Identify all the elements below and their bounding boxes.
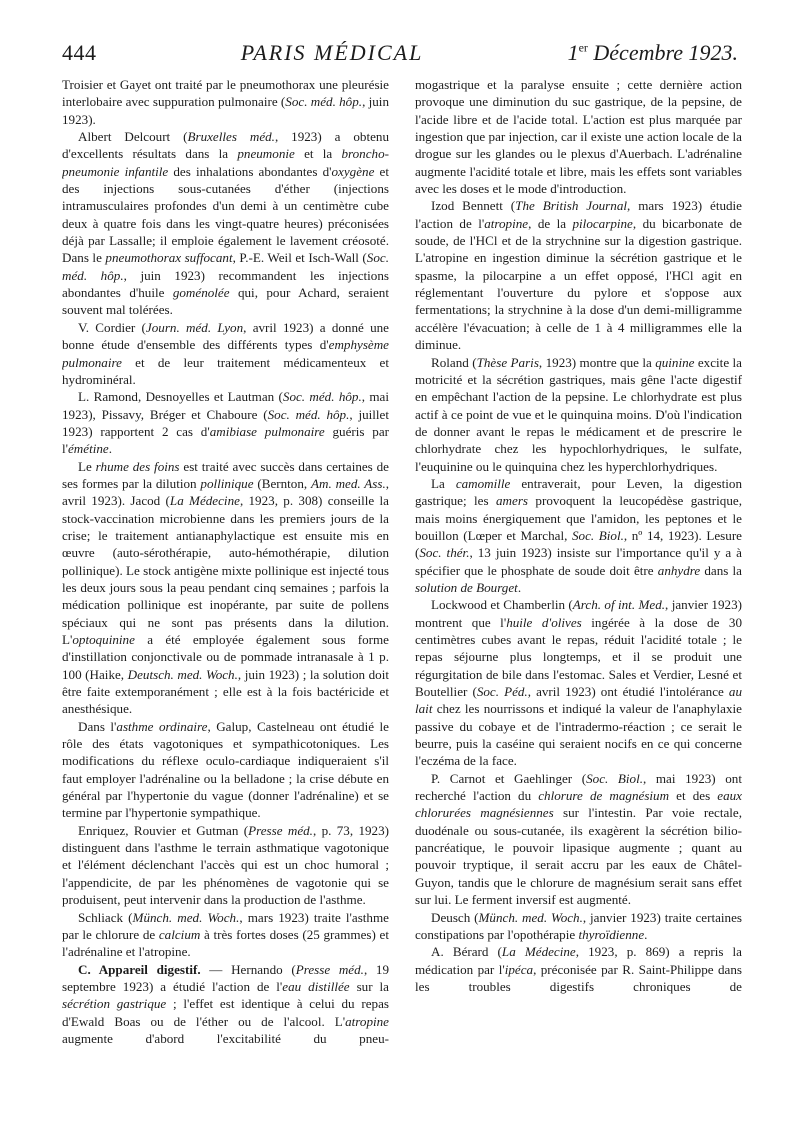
italic-text: pilocarpine [572, 215, 633, 231]
text-run: A. Bérard ( [431, 944, 502, 960]
text-run: Roland ( [431, 354, 477, 370]
text-run: , P.-E. Weil et Isch-Wall ( [232, 250, 367, 266]
italic-text: atropine [345, 1013, 389, 1029]
text-run: provoquent la leucopédèse gastrique, mais moins énergiquement que l'amidon, les peptones et le bouillon (Lœper et Marchal, [415, 493, 742, 543]
italic-text: Bruxelles méd. [187, 129, 275, 145]
text-run: excite la motricité et la sécrétion gastriques, mais gêne l'acte digestif en empêchant l'action de la pepsine. Le chlorhydrate est plus actif à ce point de vue et le quinquina moins. D'où l'indication de donner avant le repas le médicament et de prescrire le chlorhydrate chez les hypochlorhydriques, le sulfate, l'euquinine ou le quinquina chez les hyperchlorhydriques. [415, 354, 742, 474]
text-run: , avril 1923) ont étudié l'intolérance [527, 684, 729, 700]
italic-text: Soc. méd. hôp. [285, 94, 363, 110]
paragraph [62, 388, 389, 457]
italic-text: Soc. méd. hôp. [62, 250, 389, 283]
text-run: et des injections sous-cutanées d'éther (injections intramusculaires profondes d'un demi à un centimètre cube deux à quatre fois dans les vingt-quatre heures) préconisées déjà par Lassalle; il emploie également le lavement créosoté. Dans le [62, 163, 389, 266]
italic-text: oxygène [331, 163, 375, 179]
italic-text: au lait [415, 684, 742, 717]
italic-text: goménolée [172, 285, 230, 301]
italic-text: Münch. med. Woch. [132, 909, 240, 925]
text-run: et des [669, 788, 718, 804]
text-run: Troisier et Gayet ont traité par le pneumothorax une pleurésie interlobaire avec suppuration pulmonaire ( [62, 77, 389, 110]
section-heading: C. Appareil digestif. [78, 961, 201, 977]
italic-text: atropine [484, 215, 529, 231]
text-run: mogastrique et la paralyse ensuite ; cette dernière action provoque une diminution du suc gastrique, de la pepsine, de l'acide libre et de l'acide total. L'action est plus marquée par ingestion que par injection, car il existe une action locale de la drogue sur les glandes ou le plexus d'Auerbach. L'adrénaline augmente l'acidité totale et libre, mais les effets sont variables avec les doses et le mode d'introduction. [415, 77, 742, 197]
issue-date-day: 1 [567, 40, 579, 65]
italic-text: Journ. méd. Lyon [145, 319, 244, 335]
italic-text: anhydre [657, 562, 701, 578]
text-run: , du bicarbonate de soude, de l'HCl et de la strychnine sur la digestion gastrique. L'atropine en ingestion diminue la sécrétion gastrique et le spasme, la pilocarpine a un effet opposé, l'HCl agit en réglementant l'ouverture du pylore et s'oppose aux fermentations; la strychnine à la dose d'un demi-milligramme accélère l'évacuation; à celle de 1 à 4 milligrammes elle la diminue. [415, 215, 742, 353]
text-run: . [108, 441, 112, 457]
italic-text: La Médecine [501, 944, 576, 960]
text-run: a été employée également sous forme d'instillation conjonctivale ou de pommade intranasale à 1 p. 100 (Haike, [62, 632, 389, 682]
text-run: , janvier 1923) traite certaines constipations par l'opothérapie [415, 909, 742, 942]
text-run: , janvier 1923) montrent que l' [415, 597, 742, 630]
italic-text: amibiase pulmonaire [209, 423, 325, 439]
italic-text: Münch. med. Woch. [478, 909, 583, 925]
text-run: ; l'effet est identique à celui du repas d'Ewald Boas ou de l'éther ou de l'alcool. L' [62, 996, 389, 1029]
text-run: Schliack ( [78, 909, 133, 925]
text-run: et de leur traitement médicamenteux et hydrominéral. [62, 354, 389, 387]
paragraph [415, 76, 742, 197]
text-run: des inhalations abondantes d' [168, 163, 332, 179]
left-column [62, 76, 389, 1136]
italic-text: broncho-pneumonie infantile [62, 146, 389, 179]
paragraph [62, 822, 389, 909]
text-run: est traité avec succès dans certaines de ses formes par la dilution [62, 458, 389, 491]
paragraph [62, 718, 389, 822]
text-run: qui, pour Achard, seraient souvent mal tolérées. [62, 285, 389, 318]
italic-text: Am. med. Ass. [311, 475, 386, 491]
italic-text: amers [496, 493, 529, 509]
paragraph [415, 770, 742, 909]
text-run: Izod Bennett ( [431, 198, 516, 214]
italic-text: Soc. thér. [419, 545, 470, 561]
text-run: P. Carnot et Gaehlinger ( [431, 770, 587, 786]
issue-date-ordinal-suffix: er [578, 40, 588, 55]
issue-date [568, 40, 738, 66]
italic-text: thyroïdienne [578, 926, 645, 942]
text-run: entraverait, pour Leven, la digestion gastrique; les [415, 475, 742, 509]
text-run: L. Ramond, Desnoyelles et Lautman ( [78, 389, 283, 405]
italic-text: camomille [455, 475, 511, 491]
italic-text: huile d'olives [506, 614, 582, 630]
italic-text: eaux chlorurées magnésiennes [415, 788, 742, 821]
text-run: . [644, 926, 648, 942]
italic-text: pneumothorax suffocant [105, 250, 233, 266]
italic-text: Soc. Biol. [571, 527, 624, 543]
text-run: Deusch ( [431, 909, 479, 925]
italic-text: calcium [158, 926, 201, 942]
text-run: , 13 juin 1923) insiste sur l'importance qu'il y a à spécifier que le phosphate de soude doit être [415, 545, 742, 578]
paragraph [415, 354, 742, 475]
paragraph [62, 319, 389, 388]
page-header [62, 40, 738, 74]
paragraph [62, 76, 389, 128]
text-run: , nº 14, 1923). Lesure ( [415, 527, 742, 561]
italic-text: eau distillée [282, 978, 350, 994]
text-run: , mars 1923) traite l'asthme par le chlorure de [62, 909, 389, 942]
text-run: sur la [349, 978, 389, 994]
italic-text: Thèse Paris [476, 354, 539, 370]
text-run: (Bernton, [253, 475, 312, 491]
text-run: , 19 septembre 1923) a étudié l'action de l' [62, 961, 389, 994]
text-run: , juin 1923). [62, 94, 389, 127]
text-run: , préconisée par R. Saint-Philippe dans les troubles digestifs chroniques de [415, 961, 742, 994]
italic-text: Soc. Péd. [476, 684, 528, 700]
text-run: , de la [528, 215, 573, 231]
italic-text: Arch. of int. Med. [572, 597, 666, 613]
text-run: Dans l' [78, 718, 117, 734]
italic-text: Presse méd. [295, 961, 364, 977]
italic-text: Soc. méd. hôp. [267, 406, 350, 422]
italic-text: Soc. Biol. [586, 770, 643, 786]
text-run: , mars 1923) étudie l'action de l' [415, 198, 742, 231]
italic-text: emphysème pulmonaire [62, 337, 389, 370]
text-run: , juin 1923) ; la solution doit être faite extemporanément ; elle est à la fois bactéricide et anesthésique. [62, 666, 389, 717]
text-run: , 1923) montre que la [538, 354, 656, 370]
text-run: , 1923, p. 869) a repris la médication par l' [415, 944, 742, 977]
text-run: , p. 73, 1923) distinguent dans l'asthme le terrain asthmatique vagotonique et l'élément déclenchant l'accès qui est un choc humoral ; l'appendicite, de par les phénomènes de vagotonie qui se produisent, peut intervenir dans la production de l'asthme. [62, 822, 389, 908]
text-run: , juin 1923) recommandent les injections abondantes d'huile [62, 267, 389, 301]
text-run: guéris par l' [62, 423, 389, 457]
italic-text: Presse méd. [248, 822, 313, 838]
text-run: , avril 1923). Jacod ( [62, 475, 389, 509]
italic-text: asthme ordinaire [116, 718, 208, 734]
text-run: V. Cordier ( [78, 319, 146, 335]
italic-text: La Médecine [169, 493, 240, 509]
paragraph [415, 596, 742, 769]
italic-text: Soc. méd. hôp. [282, 389, 362, 405]
italic-text: quinine [655, 354, 695, 370]
text-run: . [517, 579, 522, 595]
italic-text: rhume des foins [95, 458, 180, 474]
text-run: , Galup, Castelneau ont étudié le rôle des états vagotoniques et sympathicotoniques. Les modifications du réflexe oculo-cardiaque indiqueraient s'il faut employer l'adrénaline ou la belladone ; la crise débute en général par l'hypertonie du vague (donner l'adrénaline) et se termine par l'hypertonie sympathique. [62, 718, 389, 821]
paragraph [62, 458, 389, 718]
right-column [415, 76, 742, 1136]
paragraph [415, 197, 742, 353]
text-run: Le [78, 458, 96, 474]
paragraph [62, 128, 389, 319]
italic-text: Deutsch. med. Woch. [127, 666, 238, 682]
text-run: , 1923) a obtenu d'excellents résultats dans la [62, 129, 389, 162]
paragraph [415, 943, 742, 995]
text-run: , avril 1923) a donné une bonne étude d'ensemble des différents types d' [62, 319, 389, 353]
text-run: et la [294, 146, 342, 162]
text-run: augmente d'abord l'excitabilité du pneu- [62, 1030, 389, 1046]
text-run: — Hernando ( [200, 961, 296, 977]
italic-text: ipéca [504, 961, 534, 977]
text-run: La [431, 475, 456, 491]
italic-text: pollinique [200, 475, 254, 491]
text-run: chez les nourrissons et indiqué la valeur de l'anaphylaxie passive du cobaye et de l'intradermo-réaction ; ce serait le beurre, puis la caséine qui seraient nocifs en ce qui concerne l'eczéma de la face. [415, 701, 742, 769]
paragraph [62, 961, 389, 1048]
page-number: 444 [62, 40, 97, 65]
paragraph [415, 909, 742, 944]
text-run: Lockwood et Chamberlin ( [431, 597, 573, 613]
text-run: , juillet 1923) rapportent 2 cas d' [62, 406, 389, 439]
text-run: sur l'intestin. Par voie rectale, duodénale ou sous-cutanée, ils exagèrent la sécrétion bilio-pancréatique, le pouvoir lipasique augmente ; quant au pouvoir tryptique, il serait accru par les eaux de Châtel-Guyon, tandis que le chlorure de magnésium serait sans effet sur lui. Le ferment inversif est augmenté. [415, 805, 742, 908]
issue-date-month-year: Décembre 1923. [587, 40, 738, 65]
text-run: Enriquez, Rouvier et Gutman ( [78, 822, 249, 838]
text-run: ingérée à la dose de 30 centimètres cubes avant le repas, réduit l'acidité totale ; le repas séjourne plus longtemps, et il se produit une régurgitation de bile dans l'estomac. Sales et Verdier, Lesné et Boutellier ( [415, 614, 742, 700]
italic-text: émétine [68, 441, 109, 457]
italic-text: chlorure de magnésium [538, 788, 670, 804]
text-run: à très fortes doses (25 grammes) et l'adrénaline et l'atropine. [62, 926, 389, 960]
text-run: , 1923, p. 308) conseille la stock-vaccination microbienne dans les premiers jours de la crise; le traitement antianaphylactique est ensuite mis en œuvre (auto-sérothérapie, auto-hémothérapie, dilution pollinique). Le stock antigène mixte pollinique est injecté tous les deux jours sous la peau pendant cinq semaines ; parfois la médication pollinique est inopérante, par suite de pollens spéciaux qui ne sont pas présents dans la dilution. L' [62, 493, 389, 647]
italic-text: solution de Bourget [415, 579, 518, 595]
text-run: , mai 1923) ont recherché l'action du [415, 770, 742, 804]
italic-text: sécrétion gastrique [62, 996, 167, 1012]
italic-text: The British Journal [515, 198, 628, 214]
journal-title: PARIS MÉDICAL [240, 40, 424, 65]
text-run: dans la [700, 562, 742, 578]
paragraph [415, 475, 742, 596]
text-run: Albert Delcourt ( [78, 129, 188, 145]
italic-text: pneumonie [237, 146, 295, 162]
italic-text: optoquinine [72, 632, 135, 647]
text-run: , mai 1923), Pissavy, Bréger et Chaboure ( [62, 389, 389, 422]
paragraph [62, 909, 389, 961]
